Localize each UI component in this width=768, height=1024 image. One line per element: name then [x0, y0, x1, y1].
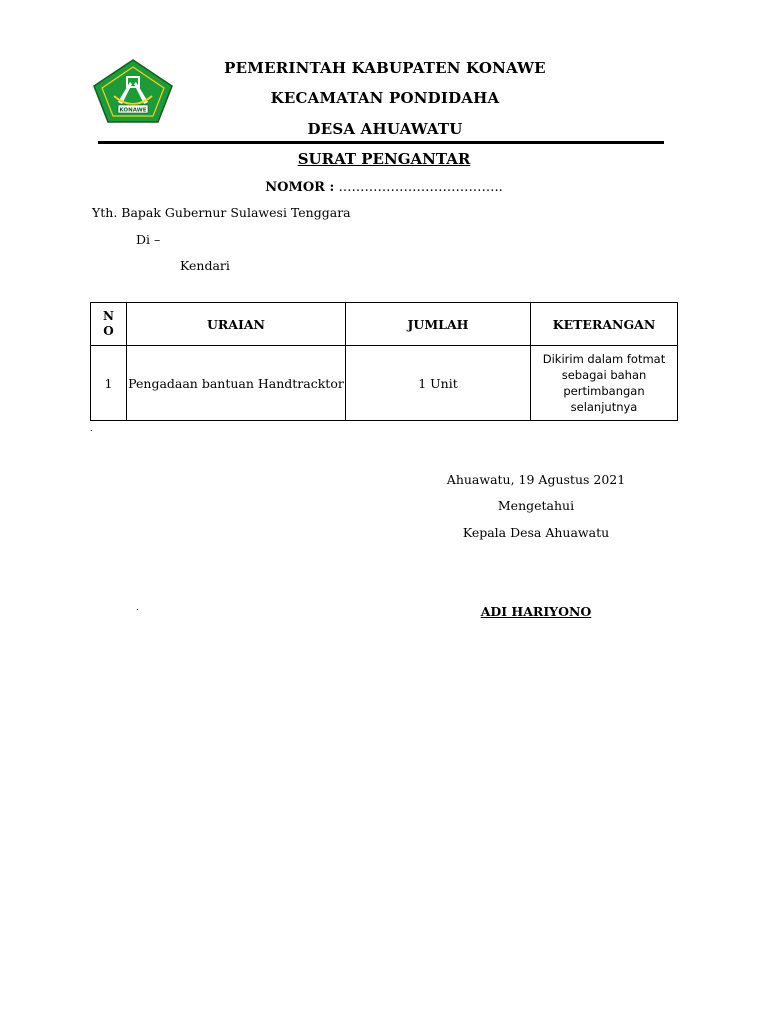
konawe-regency-logo [92, 58, 174, 124]
recipient-di: Di – [136, 232, 161, 247]
header-district: KECAMATAN PONDIDAHA [270, 89, 500, 107]
signature-acknowledged: Mengetahui [497, 498, 575, 513]
table-header-row [91, 303, 678, 346]
letter-title: SURAT PENGANTAR [297, 150, 471, 168]
cell-no: 1 [91, 346, 127, 421]
stray-mark: . [136, 603, 139, 612]
keterangan-line: Dikirim dalam fotmat [542, 352, 666, 366]
header-no-bottom: O [103, 324, 114, 338]
cell-keterangan [531, 346, 678, 421]
letter-number-label: NOMOR : [265, 180, 335, 195]
header-government: PEMERINTAH KABUPATEN KONAWE [224, 59, 546, 77]
header-keterangan: KETERANGAN [531, 303, 678, 346]
logo-text: KONAWE [119, 107, 147, 114]
header-divider [98, 141, 664, 144]
signature-position: Kepala Desa Ahuawatu [462, 525, 610, 540]
letter-number-value: ……………………………….. [338, 180, 503, 195]
header-village: DESA AHUAWATU [307, 120, 463, 138]
recipient: Yth. Bapak Gubernur Sulawesi Tenggara [92, 205, 351, 220]
signature-place-date: Ahuawatu, 19 Agustus 2021 [446, 472, 626, 487]
letter-number [0, 180, 768, 195]
keterangan-line: sebagai bahan [561, 368, 647, 382]
header-no [91, 303, 127, 346]
signatory-name: ADI HARIYONO [480, 604, 592, 619]
header-no-top: N [103, 309, 114, 323]
cell-uraian: Pengadaan bantuan Handtracktor [127, 346, 346, 421]
keterangan-line: selanjutnya [570, 400, 638, 414]
header-jumlah: JUMLAH [346, 303, 531, 346]
stray-mark: . [90, 424, 93, 433]
recipient-city: Kendari [180, 258, 230, 273]
table-row [91, 346, 678, 421]
header-uraian: URAIAN [127, 303, 346, 346]
items-table [90, 302, 678, 421]
cell-jumlah: 1 Unit [346, 346, 531, 421]
keterangan-line: pertimbangan [563, 384, 645, 398]
